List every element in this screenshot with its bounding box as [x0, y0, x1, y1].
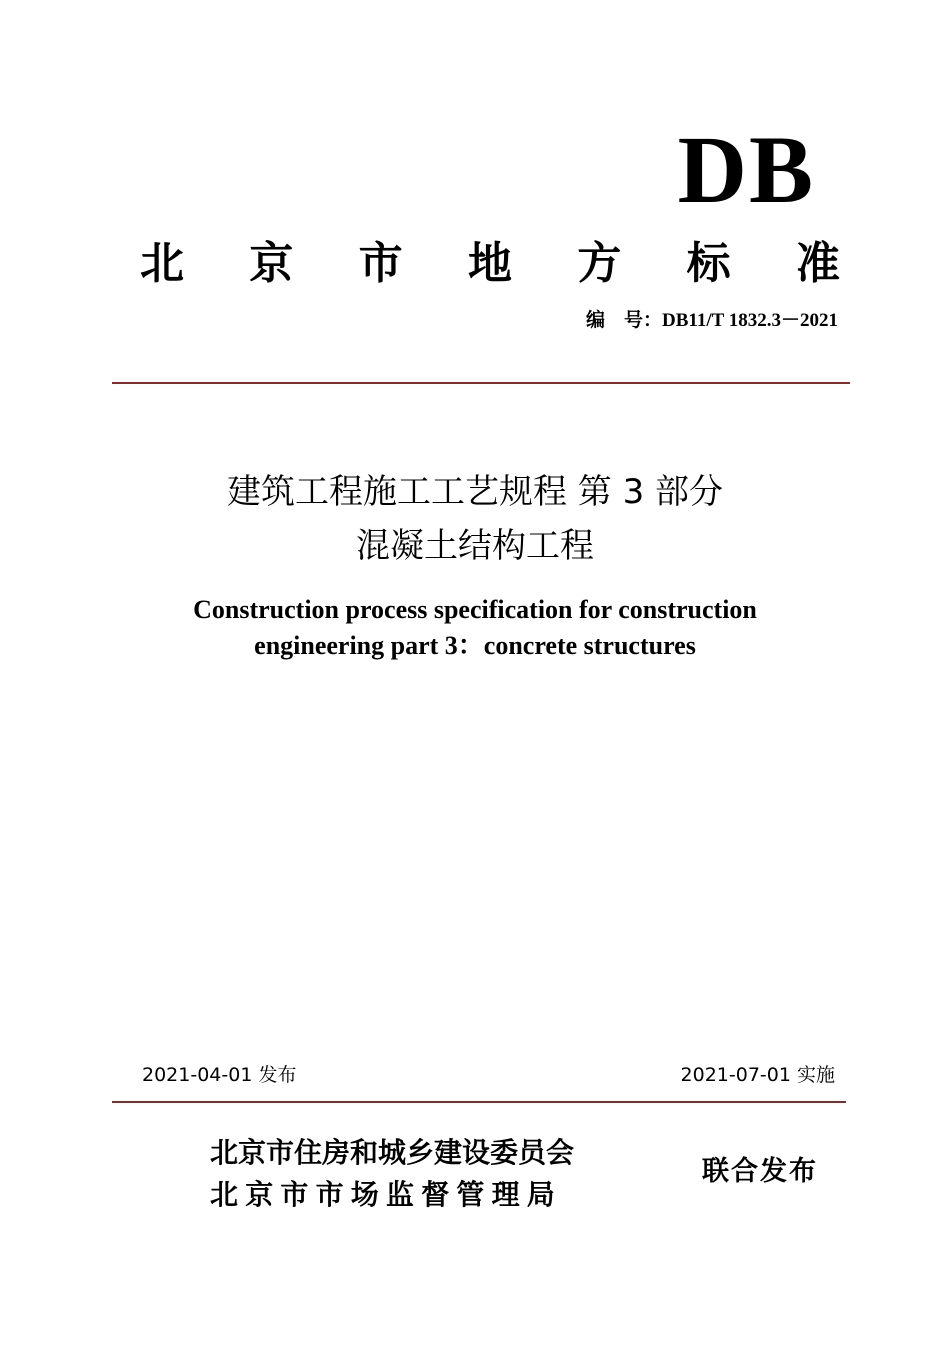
title-english-line-1: Construction process specification for construction	[193, 595, 757, 624]
title-chinese-line-1: 建筑工程施工工艺规程 第 3 部分	[226, 472, 724, 512]
standard-type-char: 准	[795, 238, 840, 289]
standard-type-char: 地	[467, 238, 512, 289]
standard-number-label: 编 号：	[586, 310, 663, 331]
top-divider	[112, 382, 850, 384]
title-chinese-line-2: 混凝土结构工程	[356, 526, 594, 566]
db-mark: DB	[677, 116, 815, 223]
title-english	[0, 592, 950, 664]
issuer-housing-commission: 北京市住房和城乡建设委员会	[210, 1136, 575, 1169]
issuer-market-supervision: 北京市市场监督管理局	[210, 1178, 563, 1211]
standard-type	[140, 238, 840, 291]
joint-release-label: 联合发布	[702, 1156, 818, 1187]
standard-type-char: 方	[577, 238, 622, 289]
issue-date: 2021-04-01 发布	[142, 1064, 297, 1086]
standard-number-value: DB11/T 1832.3－2021	[662, 310, 838, 331]
standard-number	[586, 310, 838, 333]
standard-type-char: 市	[358, 238, 403, 289]
standard-type-char: 标	[686, 238, 731, 289]
title-english-line-2: engineering part 3：concrete structures	[254, 631, 696, 660]
issuing-authorities	[210, 1132, 574, 1216]
bottom-divider	[112, 1101, 846, 1103]
standard-type-char: 京	[249, 238, 294, 289]
implementation-date: 2021-07-01 实施	[680, 1064, 835, 1086]
title-chinese	[0, 465, 950, 573]
standard-type-char: 北	[140, 238, 184, 289]
